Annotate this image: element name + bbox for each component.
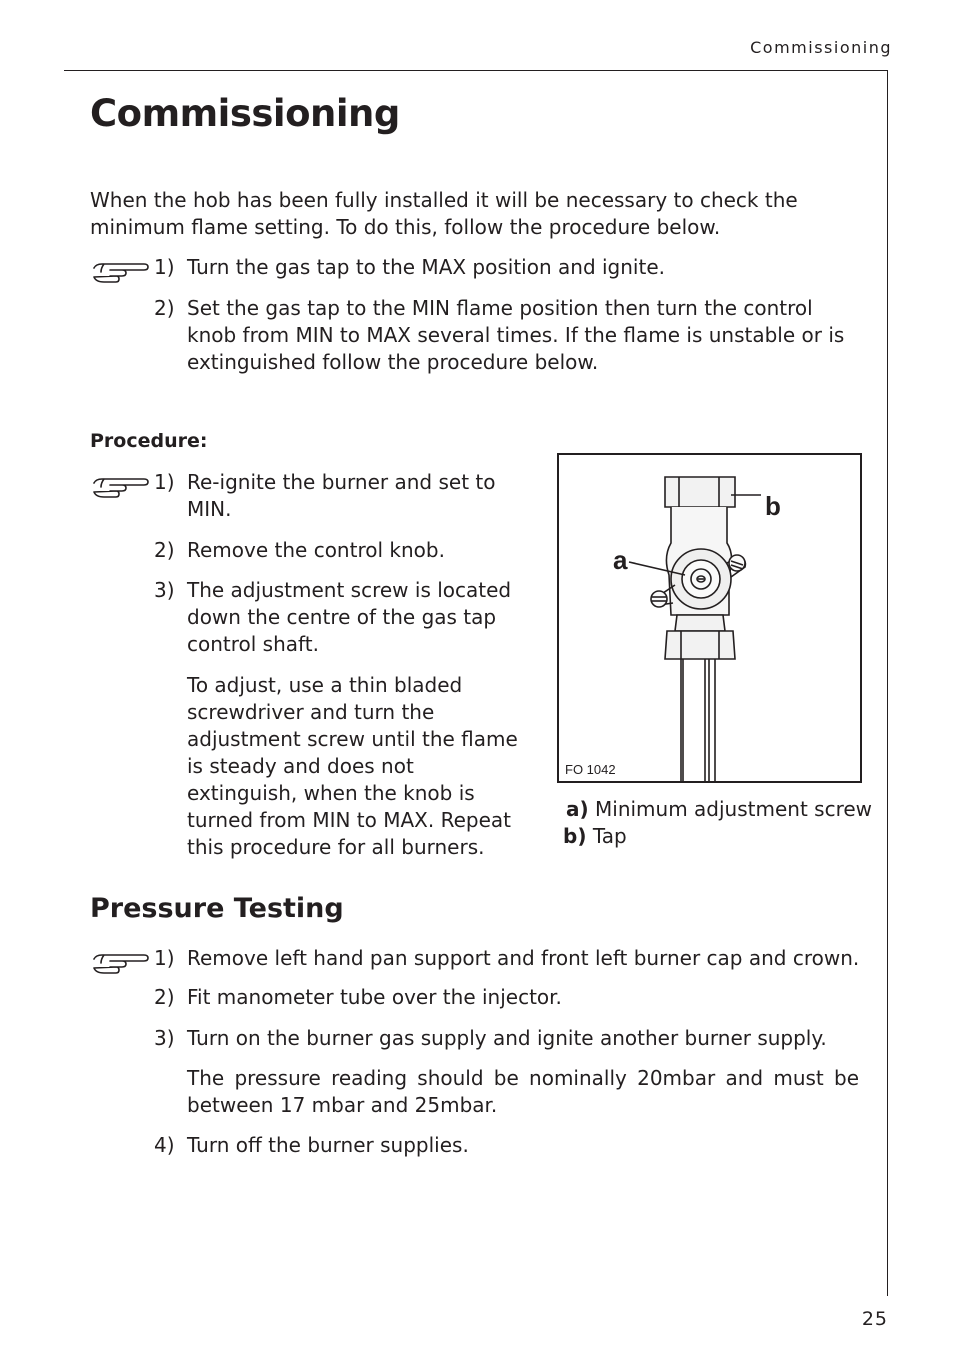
- caption-key: a): [566, 797, 589, 821]
- step-text: Re-ignite the burner and set to MIN.: [187, 470, 496, 521]
- figure-label-b: b: [765, 491, 781, 521]
- pressure-note: The pressure reading should be nominally 20mbar and must be between 17 mbar and 25mbar.: [187, 1066, 859, 1117]
- step-number: 2): [154, 296, 175, 320]
- adjustment-note: To adjust, use a thin bladed screwdriver and turn the adjustment screw until the flame is steady and does not extinguish, when the knob is turned from MIN to MAX. Repeat this procedure for all burners.: [187, 673, 518, 859]
- intro-paragraph: When the hob has been fully installed it will be necessary to check the minimum flame setting. To do this, follow the procedure below.: [90, 188, 798, 239]
- step-number: 2): [154, 985, 175, 1009]
- caption-text: Minimum adjustment screw: [595, 797, 873, 821]
- step-text: Turn the gas tap to the MAX position and ignite.: [187, 255, 665, 279]
- gas-tap-figure: [557, 453, 862, 783]
- running-header: Commissioning: [750, 38, 892, 57]
- step-number: 3): [154, 578, 175, 602]
- step-number: 1): [154, 255, 175, 279]
- pointing-hand-icon: [92, 259, 150, 285]
- margin-rule: [887, 70, 888, 1296]
- step-number: 1): [154, 470, 175, 494]
- step-text: The adjustment screw is located down the centre of the gas tap control shaft.: [187, 578, 512, 656]
- header-rule: [64, 70, 888, 71]
- step-number: 3): [154, 1026, 175, 1050]
- procedure-heading: Procedure:: [90, 430, 208, 452]
- figure-code: FO 1042: [565, 762, 616, 777]
- step-text: Turn off the burner supplies.: [187, 1133, 469, 1157]
- step-number: 1): [154, 946, 175, 970]
- gas-tap-diagram: [559, 455, 860, 781]
- step-text: Set the gas tap to the MIN flame position then turn the control knob from MIN to MAX several times. If the flame is unstable or is extinguished follow the procedure below.: [187, 296, 845, 374]
- caption-text: Tap: [592, 824, 627, 848]
- page-number: 25: [861, 1308, 888, 1330]
- step-text: Remove left hand pan support and front left burner cap and crown.: [187, 946, 860, 970]
- step-number: 2): [154, 538, 175, 562]
- figure-caption: [563, 796, 872, 850]
- step-text: Fit manometer tube over the injector.: [187, 985, 562, 1009]
- pointing-hand-icon: [92, 474, 150, 500]
- section-heading: Pressure Testing: [90, 893, 344, 924]
- pointing-hand-icon: [92, 950, 150, 976]
- caption-line: [563, 823, 872, 850]
- step-text: Turn on the burner gas supply and ignite another burner supply.: [187, 1026, 827, 1050]
- caption-key: b): [563, 824, 587, 848]
- step-number: 4): [154, 1133, 175, 1157]
- caption-line: [563, 796, 872, 823]
- step-text: Remove the control knob.: [187, 538, 445, 562]
- figure-label-a: a: [613, 545, 628, 575]
- page-title: Commissioning: [90, 92, 400, 135]
